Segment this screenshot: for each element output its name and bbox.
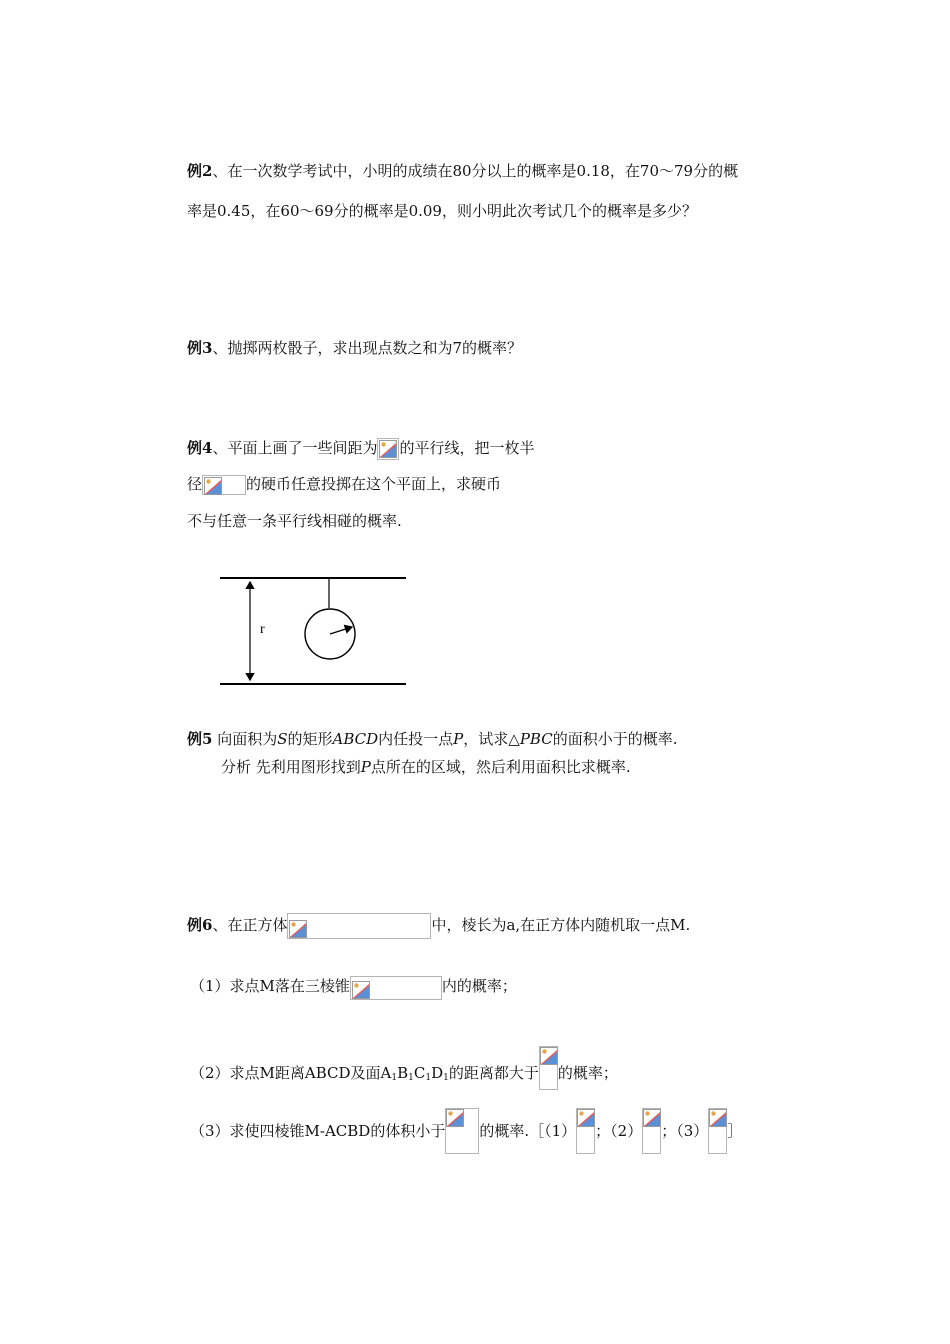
broken-image-icon (642, 1108, 661, 1154)
q2-C: C (413, 1064, 426, 1082)
example-5-text-2: 的矩形 (287, 730, 333, 748)
var-S: S (277, 730, 288, 748)
example-4-text-3: 不与任意一条平行线相碰的概率. (187, 512, 402, 530)
parallel-lines-figure (210, 570, 420, 695)
analysis-text-2: 点所在的区域，然后利用面积比求概率. (370, 758, 631, 776)
question-1-text-b: 内的概率； (441, 977, 517, 995)
r-label: r (260, 622, 265, 637)
question-3 (190, 1108, 742, 1154)
example-5-line-1 (187, 729, 677, 749)
example-5-label: 例5 (187, 730, 213, 748)
question-2 (190, 1046, 618, 1090)
example-5-text-3: 内任投一点 (378, 730, 454, 748)
example-6-text-1b: 中，棱长为a,在正方体内随机取一点M. (431, 916, 691, 934)
example-2-text-1: 、在一次数学考试中，小明的成绩在80分以上的概率是0.18，在70～79分的概 (212, 162, 739, 180)
example-3 (187, 338, 522, 358)
analysis-var-P: P (360, 758, 371, 776)
question-3-text-b: 的概率.［（1） (479, 1122, 577, 1140)
question-3-text-e: ］ (727, 1122, 743, 1140)
example-4-text-2a: 径 (187, 475, 203, 493)
var-P: P (453, 730, 464, 748)
example-3-label: 例3 (187, 339, 213, 357)
question-1 (190, 974, 517, 1000)
subscript-1: 1 (391, 1073, 398, 1083)
subscript-1: 1 (443, 1073, 449, 1083)
var-PBC: PBC (519, 730, 553, 748)
question-3-text-d: ；（3） (661, 1122, 709, 1140)
example-4-line-1 (187, 437, 534, 460)
broken-image-icon (377, 438, 399, 460)
example-2-label: 例2 (187, 162, 213, 180)
example-4-text-1a: 、平面上画了一些间距为 (212, 439, 378, 457)
var-ABCD: ABCD (332, 730, 379, 748)
question-2-text-f: 的概率； (557, 1064, 618, 1082)
subscript-1: 1 (408, 1073, 414, 1083)
example-4-line-2 (187, 473, 501, 495)
example-4-text-1b: 的平行线，把一枚半 (399, 439, 535, 457)
analysis-text-1: 分析 先利用图形找到 (221, 758, 361, 776)
example-3-text: 、抛掷两枚骰子，求出现点数之和为7的概率？ (212, 339, 522, 357)
question-1-text-a: （1）求点M落在三棱锥 (190, 977, 350, 995)
example-5-text-4: ，试求△ (463, 730, 520, 748)
example-5-text-5: 的面积小于的概率. (552, 730, 678, 748)
example-6-text-1a: 、在正方体 (212, 916, 288, 934)
example-5-analysis (221, 757, 631, 777)
broken-image-icon (350, 976, 442, 1000)
question-3-text-c: ；（2） (595, 1122, 643, 1140)
example-6-label: 例6 (187, 916, 213, 934)
question-2-text-e: 的距离都大于 (448, 1064, 539, 1082)
broken-image-icon (202, 475, 246, 495)
example-4-text-2b: 的硬币任意投掷在这个平面上，求硬币 (246, 475, 502, 493)
broken-image-icon (287, 913, 431, 939)
question-2-text-a: （2）求点M距离ABCD及面A (190, 1064, 392, 1082)
broken-image-icon (445, 1108, 479, 1154)
broken-image-icon (708, 1108, 727, 1154)
broken-image-icon (539, 1046, 558, 1090)
subscript-1: 1 (425, 1073, 432, 1083)
q2-B: B (397, 1064, 409, 1082)
example-6-line-1 (187, 912, 690, 939)
example-4-label: 例4 (187, 439, 213, 457)
broken-image-icon (576, 1108, 595, 1154)
example-5-text-1: 向面积为 (212, 730, 278, 748)
q2-D: D (431, 1064, 444, 1082)
radius-arrow (330, 627, 352, 634)
example-2-text-2: 率是0.45，在60～69分的概率是0.09，则小明此次考试几个的概率是多少？ (187, 202, 697, 220)
question-3-text-a: （3）求使四棱锥M-ACBD的体积小于 (190, 1122, 446, 1140)
example-2-line-1 (187, 161, 738, 181)
